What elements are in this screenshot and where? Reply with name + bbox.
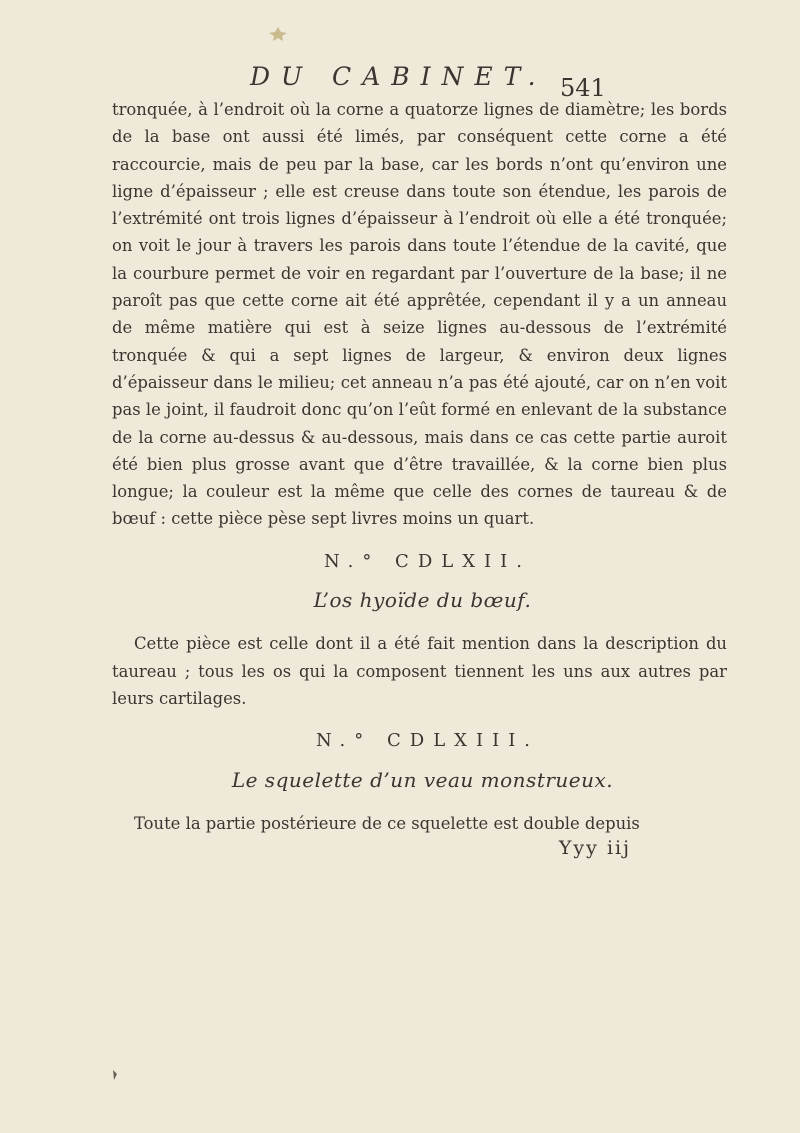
paragraph: Toute la partie postérieure de ce squelette est double depuis (134, 813, 640, 833)
entry-number: N.° CDLXIII. (315, 730, 540, 752)
entry-title: L’os hyoïde du bœuf. (313, 588, 532, 613)
running-head: DU CABINET. (250, 62, 547, 91)
signature-mark: Yyy iij (558, 837, 631, 860)
paragraph: tronquée, à l’endroit où la corne a quatorze lignes de diamètre; les bords de la base ont aussi été limés, par conséquent cette corne a été raccourcie, mais de peu par la base, car les bords n’ont qu’environ une ligne d’épaisseur ; elle est creuse dans toute son étendue, les parois de l’extrémité ont trois lignes d’épaisseur à l’endroit où elle a été tronquée; on voit le jour à travers les parois dans toute l’étendue de la cavité, que la courbure permet de voir en regardant par l’ouverture de la base; il ne paroît pas que cette corne ait été apprêtée, cependant il y a un anneau de même matière qui est à seize lignes au-dessous de l’extrémité tronquée & qui a sept lignes de largeur, & environ deux lignes d’épaisseur dans le milieu; cet anneau n’a pas été ajouté, car on n’en voit pas le joint, il faudroit donc qu’on l’eût formé en enlevant de la substance de la corne au-dessus & au-dessous, mais dans ce cas cette partie auroit été bien plus grosse avant que d’être travaillée, & la corne bien plus longue; la couleur est la même que celle des cornes de taureau & de bœuf : cette pièce pèse sept livres moins un quart. (112, 100, 727, 529)
page-number: 541 (560, 74, 606, 102)
entry-title: Le squelette d’un veau monstrueux. (231, 767, 614, 792)
body-text (112, 96, 727, 859)
paragraph: Cette pièce est celle dont il a été fait mention dans la description du taureau ; tous les os qui la composent tiennent les uns aux autres par leurs cartilages. (112, 634, 727, 708)
entry-number: N.° CDLXII. (324, 550, 531, 572)
printer-ornament-icon (268, 26, 288, 42)
ink-speck-icon (112, 1070, 118, 1080)
